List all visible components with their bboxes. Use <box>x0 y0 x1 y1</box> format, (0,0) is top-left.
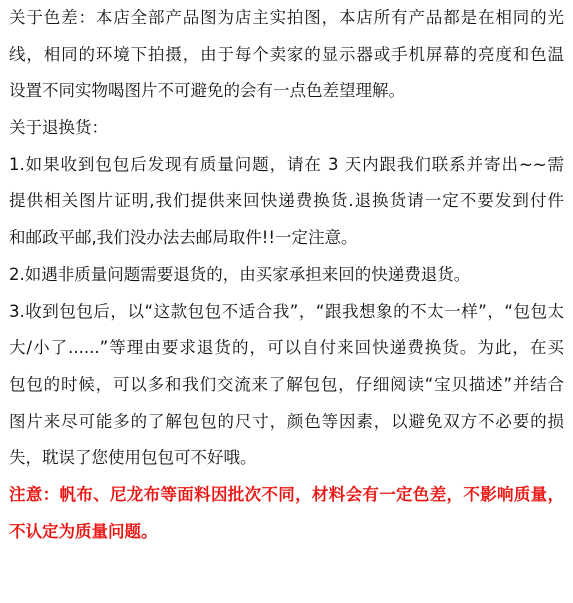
returns-item-3-line-3: 包包的时候，可以多和我们交流来了解包包，仔细阅读“宝贝描述”并结合 <box>9 374 564 394</box>
returns-item-3-line-4: 图片来尽可能多的了解包包的尺寸，颜色等因素，以避免双方不必要的损 <box>9 411 564 431</box>
returns-item-1-line-3: 和邮政平邮,我们没办法去邮局取件!!一定注意。 <box>9 228 358 248</box>
returns-item-3-line-5: 失，耽误了您使用包包可不好哦。 <box>9 448 257 468</box>
returns-item-3-line-1: 3.收到包包后，以“这款包包不适合我”，“跟我想象的不太一样”，“包包太 <box>9 301 564 321</box>
color-difference-note <box>9 0 564 110</box>
returns-heading: 关于退换货： <box>9 118 108 138</box>
returns-policy <box>9 110 564 477</box>
color-note-line-3: 设置不同实物喝图片不可避免的会有一点色差望理解。 <box>9 81 405 101</box>
warning-line-1: 注意：帆布、尼龙布等面料因批次不同，材料会有一定色差，不影响质量， <box>9 484 564 504</box>
color-note-line-1: 关于色差：本店全部产品图为店主实拍图，本店所有产品都是在相同的光 <box>9 8 564 27</box>
policy-document <box>9 0 564 550</box>
color-note-line-2: 线，相同的环境下拍摄，由于每个卖家的显示器或手机屏幕的亮度和色温 <box>9 44 564 64</box>
returns-item-1-line-1: 1.如果收到包包后发现有质量问题，请在 3 天内跟我们联系并寄出~~需 <box>9 154 564 174</box>
returns-item-2-line-1: 2.如遇非质量问题需要退货的，由买家承担来回的快递费退货。 <box>9 264 471 284</box>
returns-item-1-line-2: 提供相关图片证明,我们提供来回快递费换货.退换货请一定不要发到付件 <box>9 191 564 211</box>
warning-line-2: 不认定为质量问题。 <box>9 521 158 541</box>
fabric-warning <box>9 477 564 550</box>
returns-item-3-line-2: 大/小了......”等理由要求退货的，可以自付来回快递费换货。为此，在买 <box>9 338 564 358</box>
